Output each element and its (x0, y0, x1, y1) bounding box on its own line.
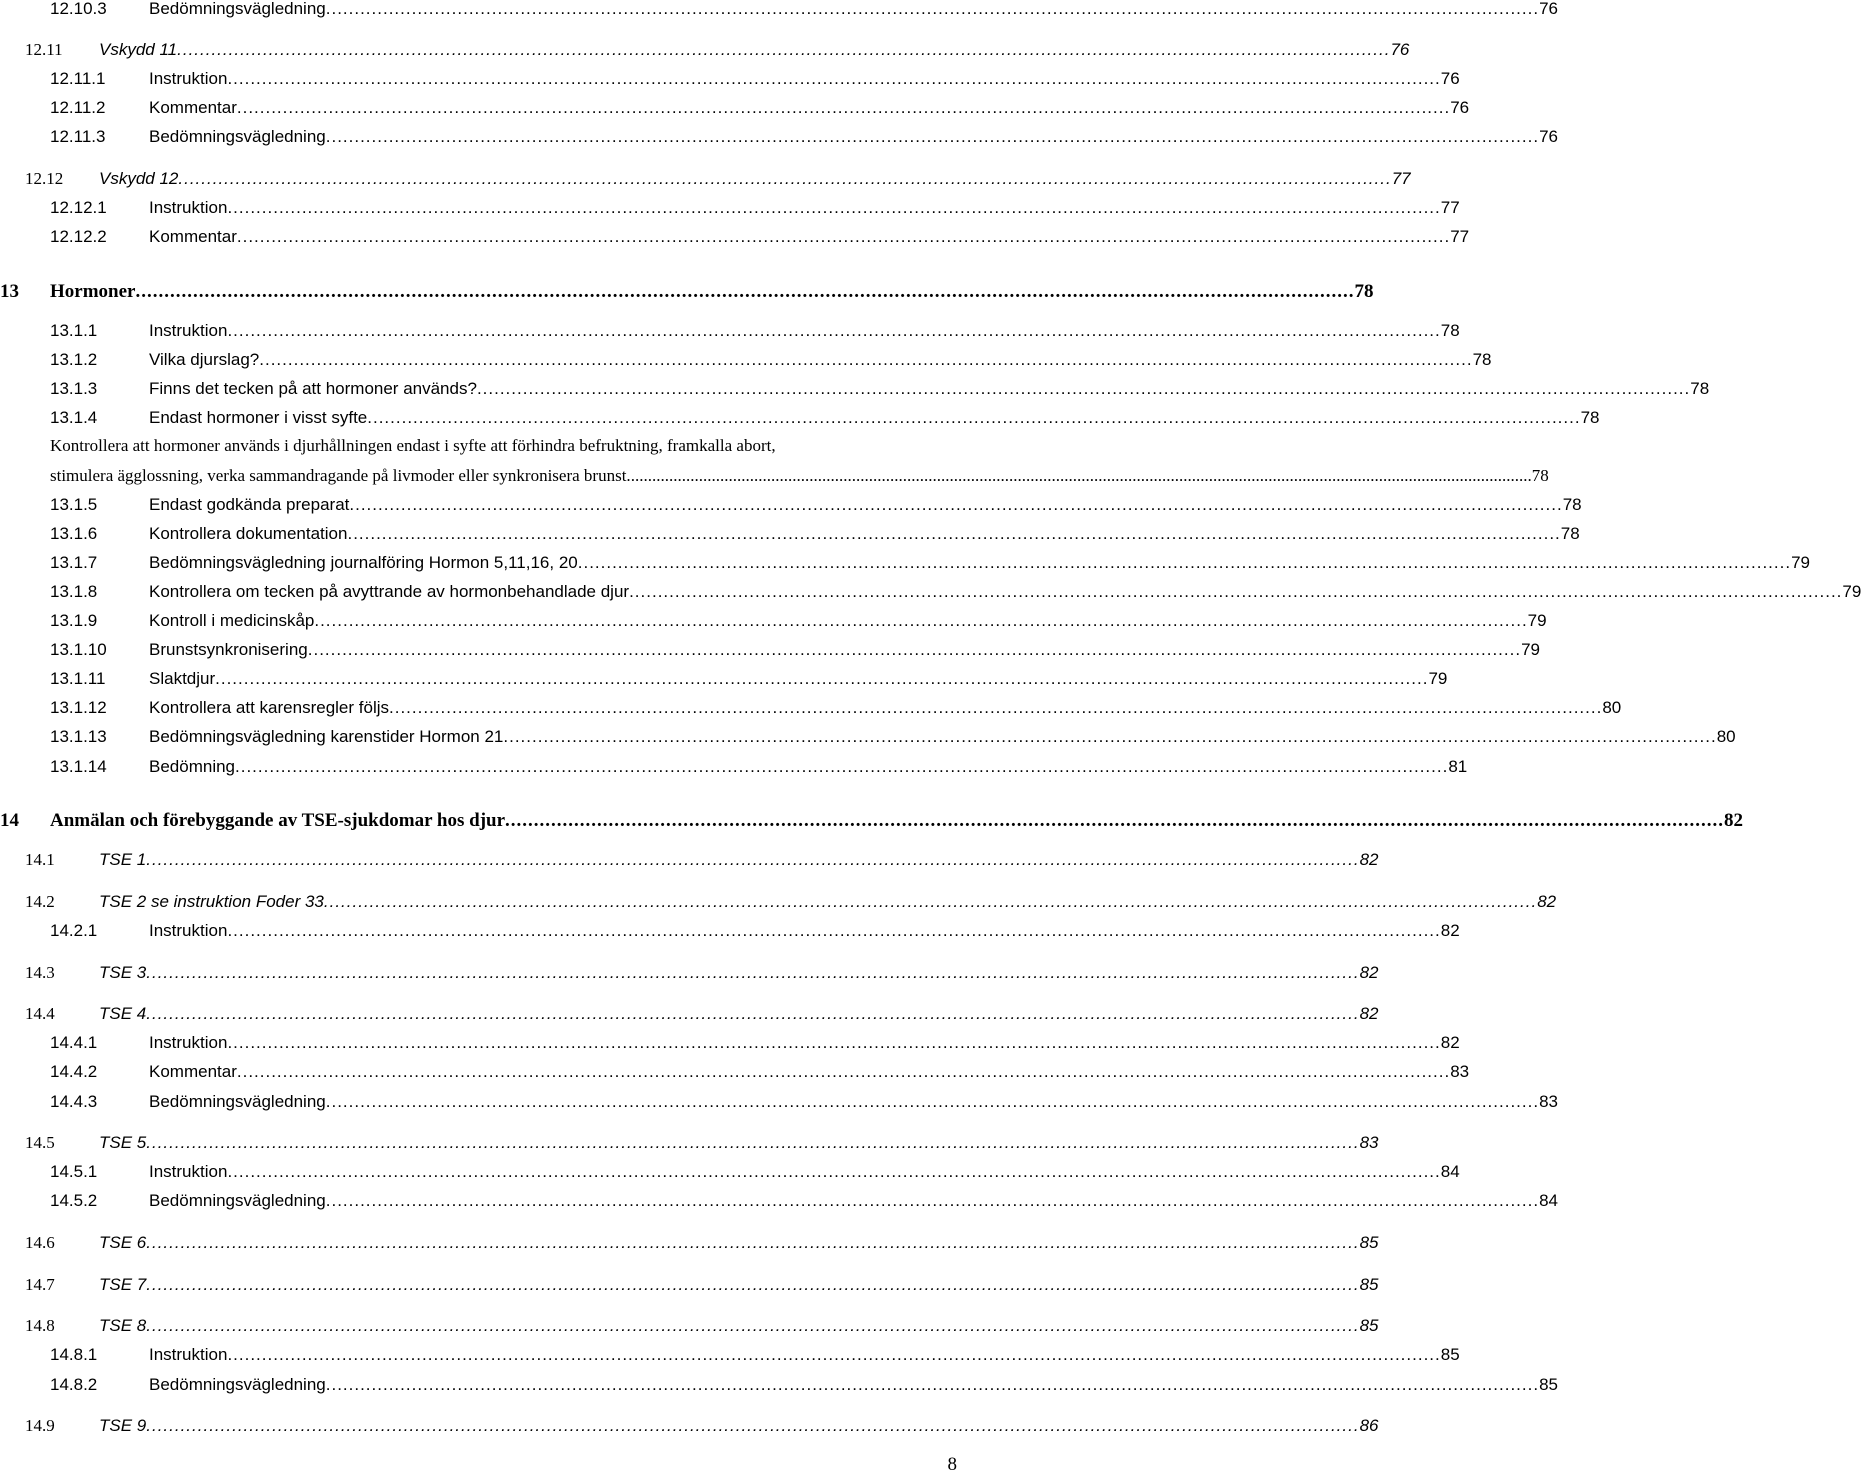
toc-entry-title: Vskydd 11 (99, 40, 178, 59)
toc-entry-title: TSE 7 (99, 1275, 147, 1294)
toc-entry[interactable] (0, 403, 1600, 432)
toc-entry-number: 12.10.3 (50, 0, 107, 18)
toc-entry[interactable] (0, 345, 1492, 374)
toc-entry[interactable] (0, 887, 1557, 916)
toc-entry-number: 14.2 (25, 892, 55, 911)
toc-leader-dots: .................................................................................................................................................................................................................... (178, 169, 1392, 188)
toc-leader-dots: .................................................................................................................................................................................................................... (146, 1275, 1360, 1294)
toc-entry[interactable] (0, 1186, 1558, 1215)
toc-leader-dots: .................................................................................................................................................................................................................... (236, 1062, 1451, 1081)
toc-entry-page: 82 (1359, 850, 1379, 869)
toc-entry[interactable] (0, 845, 1379, 874)
toc-entry-number: 14.8.1 (50, 1345, 98, 1364)
toc-leader-dots: .................................................................................................................................................................................................................... (476, 379, 1691, 398)
toc-entry-number: 14.4.3 (50, 1092, 98, 1111)
toc-leader-dots: .................................................................................................................................................................................................................... (227, 1345, 1441, 1364)
toc-entry-title: Slaktdjur (149, 669, 216, 688)
toc-entry[interactable] (0, 1057, 1470, 1086)
toc-entry-number: 13.1.7 (50, 553, 98, 572)
toc-leader-dots: .................................................................................................................................................................................................................... (347, 524, 1561, 543)
toc-entry-page: 76 (1450, 98, 1470, 117)
toc-entry-page: 78 (1354, 281, 1374, 302)
page-number: 8 (947, 1454, 957, 1475)
toc-entry-title: Bedömningsvägledning journalföring Hormon 5,11,16, 20 (149, 553, 578, 572)
toc-leader-dots: .................................................................................................................................................................................................................... (323, 892, 1538, 911)
toc-entry-title: Instruktion (149, 1033, 228, 1052)
toc-entry-title: Bedömningsvägledning (149, 1191, 326, 1210)
toc-entry-number: 12.11.2 (50, 98, 106, 117)
toc-entry-number: 14.8 (25, 1316, 55, 1335)
toc-entry-title-line1: Kontrollera att hormoner används i djurhållningen endast i syfte att förhindra befruktning, framkalla abort, (50, 436, 776, 455)
toc-entry-number: 13.1.5 (50, 495, 98, 514)
toc-leader-dots: .................................................................................................................................................................................................................... (367, 408, 1581, 427)
toc-entry-page: 78 (1531, 466, 1549, 485)
toc-entry[interactable] (0, 1270, 1379, 1299)
toc-entry-number: 14.5 (25, 1133, 55, 1152)
toc-entry-number: 12.11 (25, 40, 63, 59)
toc-entry[interactable] (0, 999, 1379, 1028)
toc-entry[interactable] (0, 606, 1547, 635)
toc-entry-number: 14.4.2 (50, 1062, 98, 1081)
toc-leader-dots: .................................................................................................................................................................................................................... (325, 127, 1540, 146)
toc-entry-number: 13.1.10 (50, 640, 107, 659)
toc-leader-dots: .................................................................................................................................................................................................................... (146, 1233, 1360, 1252)
toc-entry-title: Instruktion (149, 321, 228, 340)
toc-entry-page: 76 (1539, 0, 1558, 18)
toc-entry-page: 78 (1472, 350, 1492, 369)
toc-leader-dots: .................................................................................................................................................................................................................... (325, 0, 1540, 18)
toc-leader-dots: .................................................................................................................................................................................................................... (577, 553, 1792, 572)
toc-leader-dots: .................................................................................................................................................................................................................... (503, 727, 1717, 746)
toc-entry-page: 83 (1539, 1092, 1558, 1111)
toc-entry-number: 13.1.9 (50, 611, 98, 630)
toc-entry-page: 85 (1359, 1233, 1379, 1252)
toc-leader-dots: .................................................................................................................................................................................................................... (146, 1133, 1360, 1152)
toc-entry-page: 78 (1580, 408, 1600, 427)
toc-entry-title-line2: stimulera ägglossning, verka sammandragande på livmoder eller synkronisera brunst. (50, 466, 631, 485)
toc-entry[interactable] (0, 635, 1540, 664)
toc-entry-title: Instruktion (149, 921, 228, 940)
toc-entry-title: Hormoner (50, 281, 136, 302)
toc-entry-page: 76 (1440, 69, 1460, 88)
toc-entry-number: 12.11.3 (50, 127, 106, 146)
toc-entry[interactable] (0, 1411, 1379, 1440)
toc-entry[interactable] (0, 1087, 1558, 1116)
toc-entry-title: Bedömningsvägledning (149, 1092, 326, 1111)
toc-chapter-entry[interactable] (0, 277, 1374, 306)
toc-entry[interactable] (0, 752, 1468, 781)
toc-entry-title: Bedömning (149, 757, 236, 776)
toc-entry-number: 12.12.2 (50, 227, 107, 246)
toc-entry-number: 13.1.6 (50, 524, 98, 543)
toc-entry-title: TSE 8 (99, 1316, 147, 1335)
toc-entry-page: 76 (1539, 127, 1558, 146)
toc-entry-title: Kontrollera dokumentation (149, 524, 348, 543)
toc-leader-dots: .................................................................................................................................................................................................................... (227, 1162, 1441, 1181)
toc-entry[interactable] (0, 490, 1582, 519)
toc-leader-dots: .................................................................................................................................................................................................................... (314, 611, 1528, 630)
toc-entry-title: Kontrollera om tecken på avyttrande av hormonbehandlade djur (149, 582, 630, 601)
toc-leader-dots: .................................................................................................................................................................................................................... (236, 98, 1451, 117)
toc-chapter-entry[interactable] (0, 806, 1744, 835)
toc-entry-page: 82 (1359, 1004, 1379, 1023)
toc-entry-number: 14.5.2 (50, 1191, 98, 1210)
toc-leader-dots: .................................................................................................................................................................................................................... (227, 198, 1441, 217)
toc-entry-number: 13.1.11 (50, 669, 106, 688)
toc-leader-dots: .................................................................................................................................................................................................................... (389, 698, 1603, 717)
toc-entry[interactable] (0, 122, 1558, 151)
toc-leader-dots: .................................................................................................................................................................................................................... (146, 1416, 1360, 1435)
toc-entry-number: 13.1.1 (50, 321, 98, 340)
toc-entry-title: Bedömningsvägledning (149, 1375, 326, 1394)
toc-entry-number: 14.8.2 (50, 1375, 98, 1394)
toc-entry-page: 77 (1440, 198, 1460, 217)
toc-entry-number: 14.4.1 (50, 1033, 98, 1052)
toc-entry-page: 79 (1521, 640, 1540, 659)
toc-entry[interactable] (0, 693, 1622, 722)
toc-entry-number: 14.2.1 (50, 921, 98, 940)
toc-entry-page: 79 (1527, 611, 1547, 630)
toc-entry-page: 84 (1539, 1191, 1558, 1210)
toc-entry-title: Bedömningsvägledning (149, 0, 326, 18)
toc-entry[interactable] (0, 164, 1411, 193)
toc-entry[interactable] (0, 664, 1448, 693)
toc-entry-page: 78 (1560, 524, 1580, 543)
toc-leader-dots: .................................................................................................................................................................................................................... (177, 40, 1391, 59)
toc-entry-title: Kommentar (149, 98, 237, 117)
toc-entry-page: 82 (1537, 892, 1557, 911)
toc-leader-dots: .................................................................................................................................................................................................................... (349, 495, 1563, 514)
toc-leader-dots: .................................................................................................................................................................................................................... (325, 1092, 1540, 1111)
toc-entry-title: Endast hormoner i visst syfte (149, 408, 368, 427)
toc-entry[interactable] (0, 519, 1580, 548)
toc-leader-dots: .................................................................................................................................................................................................................... (215, 669, 1429, 688)
toc-entry[interactable] (0, 0, 1558, 23)
toc-entry-title: Instruktion (149, 1345, 228, 1364)
toc-leader-dots: .................................................................................................................................................................................................................... (325, 1191, 1540, 1210)
toc-entry-page: 85 (1359, 1316, 1379, 1335)
toc-leader-dots: .................................................................................................................................................................................................................... (146, 1004, 1360, 1023)
toc-entry-number: 13.1.2 (50, 350, 98, 369)
toc-leader-dots: .................................................................................................................................................................................................................... (629, 582, 1843, 601)
toc-entry-title: TSE 3 (99, 963, 147, 982)
toc-entry-number: 12.12 (25, 169, 64, 188)
toc-entry-page: 82 (1440, 921, 1460, 940)
toc-entry[interactable] (0, 193, 1460, 222)
toc-entry[interactable] (0, 1128, 1379, 1157)
toc-entry[interactable] (0, 93, 1470, 122)
toc-entry-page: 77 (1391, 169, 1411, 188)
toc-leader-dots: .................................................................................................................................................................................................................... (146, 850, 1360, 869)
toc-entry-number: 14.7 (25, 1275, 55, 1294)
toc-entry-title: Kommentar (149, 1062, 237, 1081)
toc-entry-title: Brunstsynkronisering (149, 640, 308, 659)
toc-leader-dots: .................................................................................................................................................................................................................... (227, 69, 1441, 88)
toc-entry-number: 14.1 (25, 850, 55, 869)
toc-entry-number: 14.5.1 (50, 1162, 98, 1181)
toc-leader-dots: .................................................................................................................................................................................................................... (227, 1033, 1441, 1052)
toc-entry-title: Kontroll i medicinskåp (149, 611, 315, 630)
toc-entry[interactable] (0, 548, 1810, 577)
toc-entry-page: 79 (1428, 669, 1448, 688)
toc-entry-title: Kommentar (149, 227, 237, 246)
toc-entry-page: 81 (1448, 757, 1468, 776)
toc-entry[interactable] (0, 958, 1379, 987)
toc-entry-title: TSE 6 (99, 1233, 147, 1252)
toc-entry-page: 86 (1359, 1416, 1379, 1435)
toc-leader-dots: .................................................................................................................................................................................................................... (135, 281, 1355, 302)
toc-entry-number: 13 (0, 281, 19, 302)
toc-entry-title: TSE 4 (99, 1004, 147, 1023)
toc-entry[interactable] (0, 374, 1710, 403)
toc-wrapped-entry[interactable] (50, 431, 1549, 491)
toc-entry-page: 80 (1716, 727, 1736, 746)
toc-entry[interactable] (0, 1340, 1460, 1369)
toc-entry-page: 79 (1842, 582, 1861, 601)
toc-leader-dots: .................................................................................................................................................................................................................... (630, 466, 1532, 485)
toc-entry-number: 14.6 (25, 1233, 55, 1252)
toc-entry-page: 83 (1450, 1062, 1470, 1081)
toc-entry-page: 82 (1724, 810, 1744, 831)
toc-leader-dots: .................................................................................................................................................................................................................... (325, 1375, 1540, 1394)
toc-entry-title: Endast godkända preparat (149, 495, 350, 514)
toc-leader-dots: .................................................................................................................................................................................................................... (146, 963, 1360, 982)
toc-entry-title: TSE 9 (99, 1416, 147, 1435)
toc-entry-title: Anmälan och förebyggande av TSE-sjukdomar hos djur (50, 810, 506, 831)
toc-leader-dots: .................................................................................................................................................................................................................... (227, 321, 1441, 340)
toc-entry-number: 12.11.1 (50, 69, 106, 88)
toc-entry-title: Kontrollera att karensregler följs (149, 698, 390, 717)
toc-leader-dots: .................................................................................................................................................................................................................... (227, 921, 1441, 940)
toc-entry-title: TSE 1 (99, 850, 147, 869)
toc-entry-page: 78 (1440, 321, 1460, 340)
toc-entry-number: 14.3 (25, 963, 55, 982)
toc-entry-title: Bedömningsvägledning karenstider Hormon 21 (149, 727, 504, 746)
toc-entry-title: Bedömningsvägledning (149, 127, 326, 146)
toc-entry-number: 12.12.1 (50, 198, 107, 217)
toc-entry[interactable] (0, 35, 1410, 64)
toc-entry-number: 13.1.3 (50, 379, 98, 398)
toc-entry-page: 78 (1562, 495, 1582, 514)
toc-leader-dots: .................................................................................................................................................................................................................... (259, 350, 1473, 369)
toc-leader-dots: .................................................................................................................................................................................................................... (235, 757, 1449, 776)
toc-entry-title: Instruktion (149, 69, 228, 88)
toc-entry[interactable] (0, 1157, 1460, 1186)
toc-entry[interactable] (0, 1028, 1460, 1057)
toc-entry[interactable] (0, 316, 1460, 345)
toc-entry-title: Vskydd 12 (99, 169, 179, 188)
toc-leader-dots: .................................................................................................................................................................................................................... (307, 640, 1522, 659)
toc-entry-page: 82 (1359, 963, 1379, 982)
toc-entry-page: 85 (1440, 1345, 1460, 1364)
toc-leader-dots: .................................................................................................................................................................................................................... (236, 227, 1451, 246)
toc-entry-number: 14.9 (25, 1416, 55, 1435)
toc-entry-page: 78 (1690, 379, 1710, 398)
toc-leader-dots: .................................................................................................................................................................................................................... (146, 1316, 1360, 1335)
toc-entry-page: 80 (1602, 698, 1622, 717)
toc-entry-title: TSE 2 se instruktion Foder 33 (99, 892, 324, 911)
toc-entry[interactable] (0, 222, 1470, 251)
toc-entry-title: Vilka djurslag? (149, 350, 260, 369)
toc-entry-number: 13.1.12 (50, 698, 107, 717)
toc-entry-number: 13.1.14 (50, 757, 107, 776)
toc-entry-number: 13.1.8 (50, 582, 98, 601)
toc-entry-page: 83 (1359, 1133, 1379, 1152)
toc-entry-page: 85 (1359, 1275, 1379, 1294)
toc-entry[interactable] (0, 916, 1460, 945)
toc-entry[interactable] (0, 722, 1736, 751)
toc-leader-dots: .................................................................................................................................................................................................................... (505, 810, 1725, 831)
toc-entry[interactable] (0, 577, 1861, 606)
toc-entry-number: 13.1.13 (50, 727, 107, 746)
toc-entry[interactable] (0, 1370, 1558, 1399)
toc-entry-title: Finns det tecken på att hormoner används? (149, 379, 477, 398)
toc-entry-number: 14.4 (25, 1004, 55, 1023)
toc-entry-page: 77 (1450, 227, 1470, 246)
toc-entry-title: TSE 5 (99, 1133, 147, 1152)
toc-entry-page: 76 (1390, 40, 1410, 59)
toc-entry-page: 79 (1791, 553, 1810, 572)
toc-entry[interactable] (0, 64, 1460, 93)
toc-entry-number: 13.1.4 (50, 408, 98, 427)
toc-entry-page: 85 (1539, 1375, 1558, 1394)
toc-entry[interactable] (0, 1228, 1379, 1257)
toc-entry-title: Instruktion (149, 198, 228, 217)
toc-entry[interactable] (0, 1311, 1379, 1340)
toc-entry-page: 84 (1440, 1162, 1460, 1181)
toc-entry-title: Instruktion (149, 1162, 228, 1181)
toc-entry-number: 14 (0, 810, 19, 831)
toc-entry-page: 82 (1440, 1033, 1460, 1052)
